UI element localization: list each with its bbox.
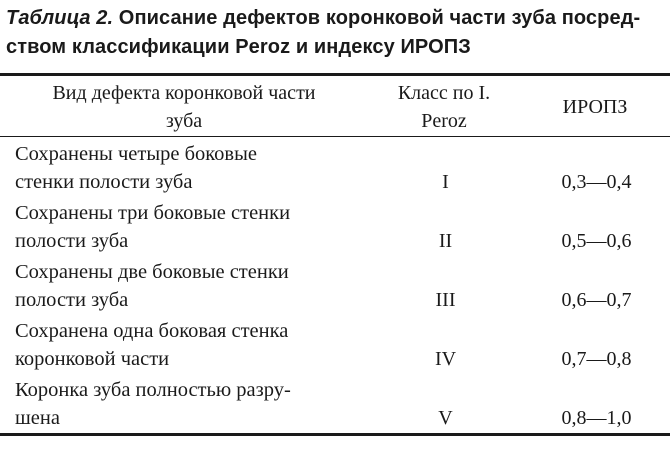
row-1-class: I <box>442 171 449 193</box>
header-class-line-1: Класс по I. <box>397 82 491 104</box>
row-2-description-line-2: полости зуба <box>15 230 129 252</box>
row-4-description <box>15 317 355 373</box>
row-4-class: IV <box>434 348 457 370</box>
row-3-description-line-1: Сохранены две боковые стенки <box>15 261 289 283</box>
row-1-description <box>15 140 355 196</box>
row-5-index: 0,8—1,0 <box>561 407 632 429</box>
table-header-rule <box>0 136 670 137</box>
row-5-description <box>15 376 355 432</box>
row-2-index: 0,5—0,6 <box>561 230 632 252</box>
row-5-description-line-2: шена <box>15 407 60 429</box>
header-iropz-index: ИРОПЗ <box>562 96 628 118</box>
row-4-index: 0,7—0,8 <box>561 348 632 370</box>
row-4-description-line-2: коронковой части <box>15 348 170 370</box>
row-3-description-line-2: полости зуба <box>15 289 129 311</box>
header-defect-line-2: зуба <box>165 110 203 132</box>
row-2-description <box>15 199 355 255</box>
row-3-index: 0,6—0,7 <box>561 289 632 311</box>
row-1-description-line-2: стенки полости зуба <box>15 171 193 193</box>
header-defect-line-1: Вид дефекта коронковой части <box>52 82 316 104</box>
table-bottom-rule <box>0 433 670 436</box>
row-1-index: 0,3—0,4 <box>561 171 632 193</box>
row-3-class: III <box>435 289 456 311</box>
caption-title-part-1: Описание дефектов коронковой части зуба посред- <box>113 7 641 29</box>
row-2-class: II <box>438 230 453 252</box>
row-5-description-line-1: Коронка зуба полностью разру- <box>15 379 291 401</box>
row-5-class: V <box>438 407 453 429</box>
caption-line-1 <box>6 4 666 33</box>
row-1-description-line-1: Сохранены четыре боковые <box>15 143 257 165</box>
header-defect-type <box>14 79 354 135</box>
table-top-rule <box>0 73 670 76</box>
row-2-description-line-1: Сохранены три боковые стенки <box>15 202 291 224</box>
header-peroz-class <box>382 79 506 135</box>
caption-line-2: ством классификации Peroz и индексу ИРОПЗ <box>6 36 471 58</box>
caption-label: Таблица 2. <box>6 7 114 29</box>
header-class-line-2: Peroz <box>421 110 467 132</box>
table-caption <box>6 4 666 62</box>
row-4-description-line-1: Сохранена одна боковая стенка <box>15 320 289 342</box>
row-3-description <box>15 258 355 314</box>
